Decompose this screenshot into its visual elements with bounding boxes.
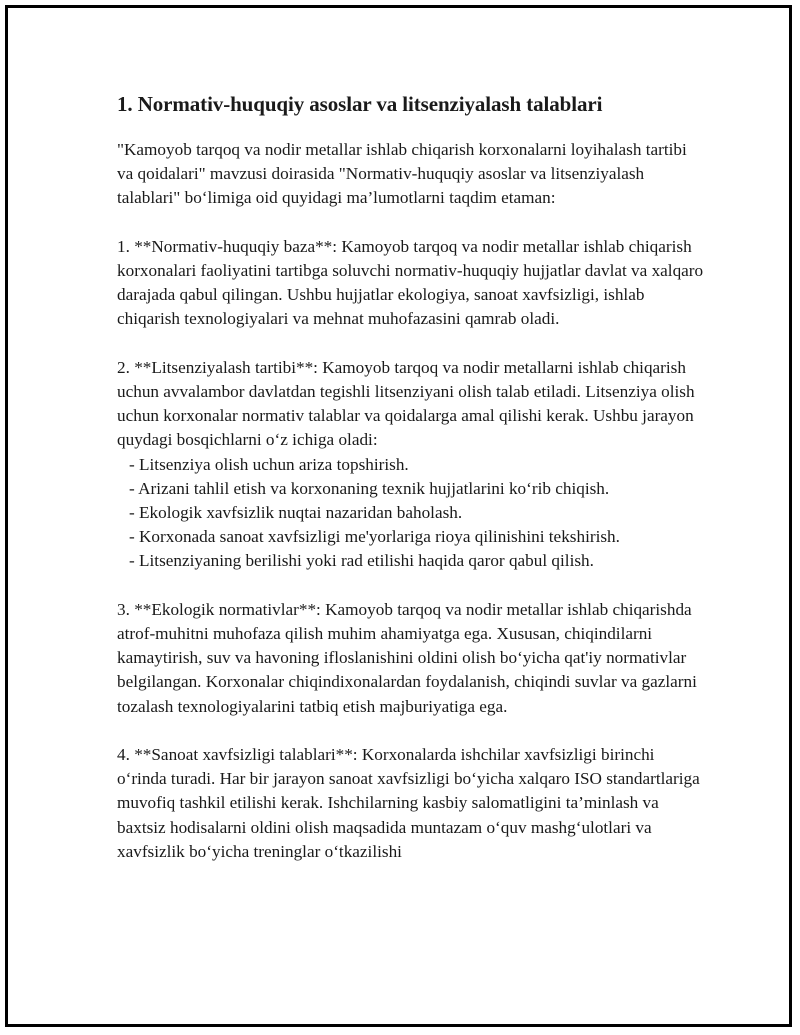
section-industrial-safety: 4. **Sanoat xavfsizligi talablari**: Korxonalarda ishchilar xavfsizligi birinchi o‘rinda turadi. Har bir jarayon sanoat xavfsizligi bo‘yicha xalqaro ISO standartlariga muvofiq tashkil etilishi kerak. Ishchilarning kasbiy salomatligini ta’minlash va baxtsiz hodisalarni oldini olish maqsadida muntazam o‘quv mashg‘ulotlari va xavfsizlik bo‘yicha treninglar o‘tkazilishi [117,745,700,861]
list-item: - Ekologik xavfsizlik nuqtai nazaridan baholash. [129,503,463,523]
section-licensing [117,356,707,574]
licensing-steps-list [117,453,707,574]
intro-paragraph: "Kamoyob tarqoq va nodir metallar ishlab chiqarish korxonalarni loyihalash tartibi va qoidalari" mavzusi doirasida "Normativ-huquqiy asoslar va litsenziyalash talablari" bo‘limiga oid quyidagi ma’lumotlarni taqdim etaman: [117,140,687,208]
list-item: - Litsenziyaning berilishi yoki rad etilishi haqida qaror qabul qilish. [129,551,594,571]
section-ecological-norms: 3. **Ekologik normativlar**: Kamoyob tarqoq va nodir metallar ishlab chiqarishda atrof-muhitni muhofaza qilish muhim ahamiyatga ega. Xususan, chiqindilarni kamaytirish, suv va havoning ifloslanishini oldini olish bo‘yicha qat'iy normativlar belgilangan. Korxonalar chiqindixonalardan foydalanish, chiqindi suvlar va gazlarni tozalash texnologiyalarini tatbiq etish majburiyatiga ega. [117,599,697,716]
list-item: - Korxonada sanoat xavfsizligi me'yorlariga rioya qilinishini tekshirish. [129,527,620,547]
section-normative-base: 1. **Normativ-huquqiy baza**: Kamoyob tarqoq va nodir metallar ishlab chiqarish korxonalari faoliyatini tartibga soluvchi normativ-huquqiy hujjatlar davlat va xalqaro darajada qabul qilingan. Ushbu hujjatlar ekologiya, sanoat xavfsizligi, ishlab chiqarish texnologiyalari va mehnat muhofazasini qamrab oladi. [117,236,704,329]
section-licensing-text: 2. **Litsenziyalash tartibi**: Kamoyob tarqoq va nodir metallarni ishlab chiqarish uchun avvalambor davlatdan tegishli litsenziyani olish talab etiladi. Litsenziya olish uchun korxonalar normativ talablar va qoidalarga amal qilishi kerak. Ushbu jarayon quydagi bosqichlarni o‘z ichiga oladi: [117,357,695,450]
list-item: - Arizani tahlil etish va korxonaning texnik hujjatlarini ko‘rib chiqish. [129,478,610,498]
list-item: - Litsenziya olish uchun ariza topshirish. [129,454,409,474]
document-title: 1. Normativ-huquqiy asoslar va litsenziyalash talablari [117,92,603,116]
document-body [117,90,707,864]
